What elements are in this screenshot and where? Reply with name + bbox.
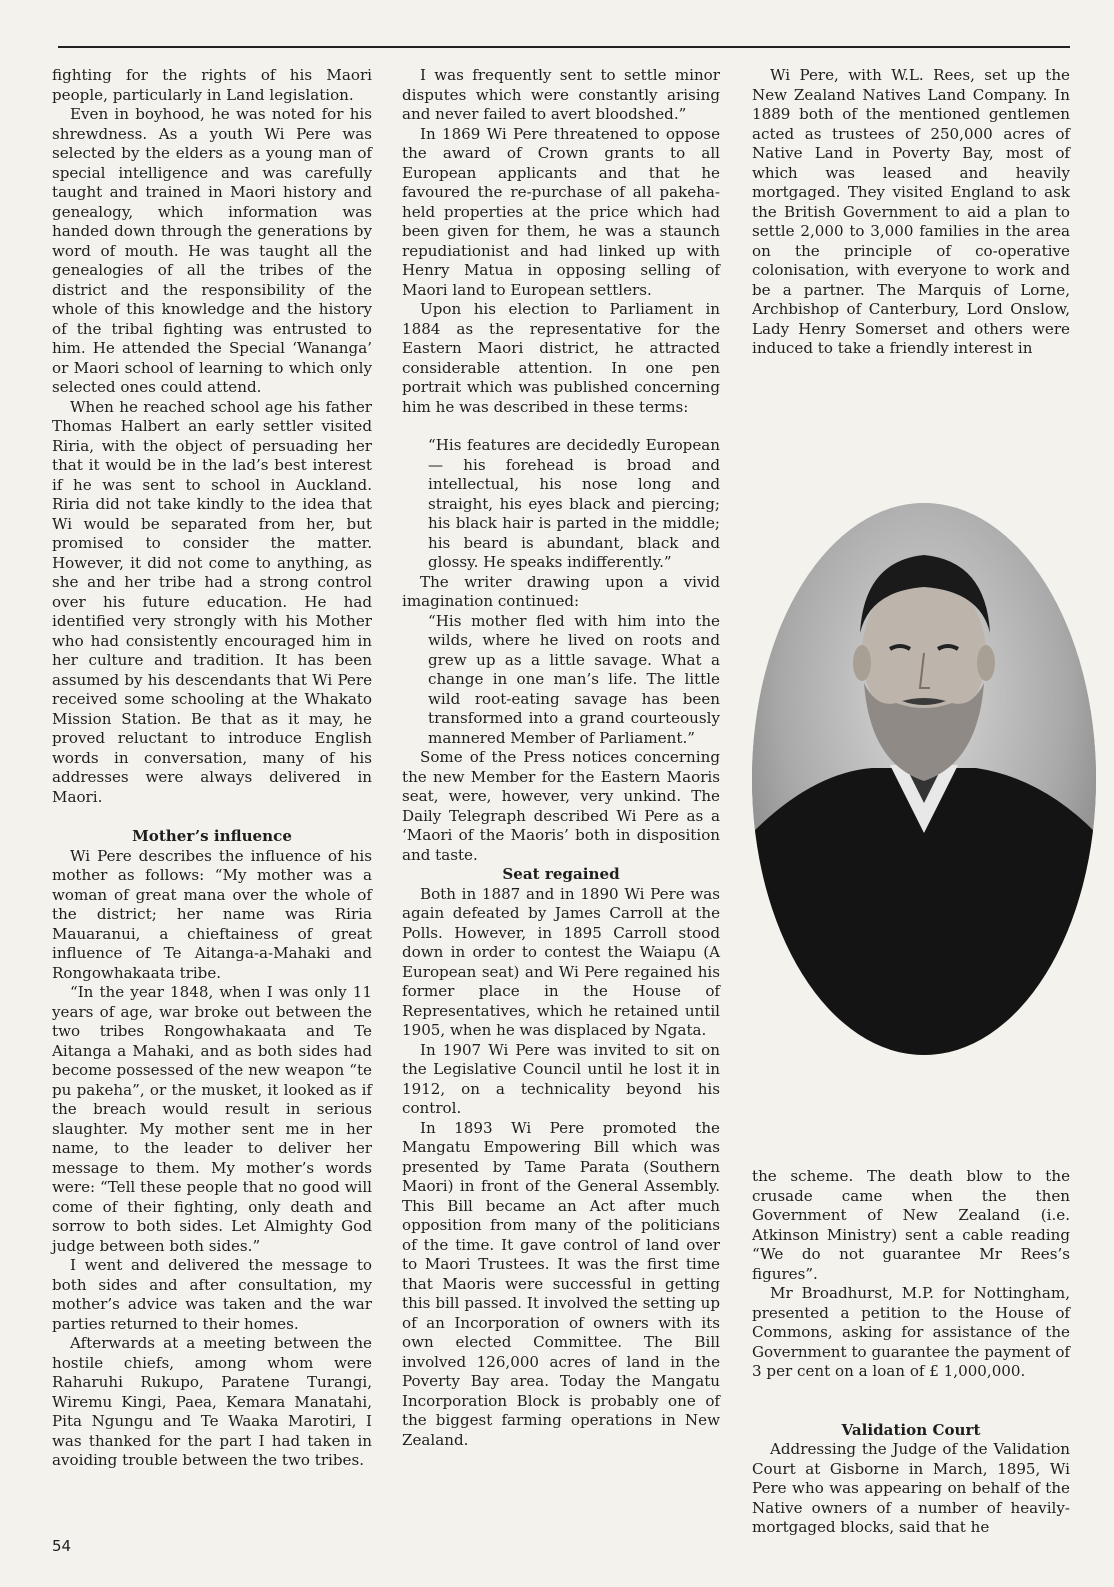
section-heading-validation-court: Validation Court — [841, 1420, 981, 1439]
paragraph: I went and delivered the message to both sides and after consultation, my mother’s advice was taken and the war parties returned to their homes. — [52, 1256, 372, 1333]
paragraph: Wi Pere, with W.L. Rees, set up the New Zealand Natives Land Company. In 1889 both of the mentioned gentlemen acted as trustees of 250,000 acres of Native Land in Poverty Bay, most of which was leased and heavily mortgaged. They visited England to ask the British Government to aid a plan to settle 2,000 to 3,000 families in the area on the principle of co-operative colonisation, with everyone to work and be a partner. The Marquis of Lorne, Archbishop of Canterbury, Lord Onslow, Lady Henry Somerset and others were induced to take a friendly interest in — [752, 66, 1070, 357]
column-1 — [52, 66, 372, 1471]
paragraph: In 1869 Wi Pere threatened to oppose the award of Crown grants to all European applicants and that he favoured the re-purchase of all pakeha-held properties at the price which had been given for them, he was a staunch repudiationist and had linked up with Henry Matua in opposing selling of Maori land to European settlers. — [402, 124, 720, 299]
block-quote: “His features are decidedly European — his forehead is broad and intellectual, his nose long and straight, his eyes black and piercing; his black hair is parted in the middle; his beard is abundant, black and glossy. He speaks indifferently.” — [428, 436, 720, 571]
paragraph: Afterwards at a meeting between the hostile chiefs, among whom were Raharuhi Rukupo, Paratene Turangi, Wiremu Kingi, Paea, Kemara Manatahi, Pita Ngungu and Te Waaka Marotiri, I was thanked for the part I had taken in avoiding trouble between the two tribes. — [52, 1334, 372, 1469]
paragraph: When he reached school age his father Thomas Halbert an early settler visited Riria, with the object of persuading her that it would be in the lad’s best interest if he was sent to school in Auckland. Riria did not take kindly to the idea that Wi would be separated from her, but promised to consider the matter. However, it did not come to anything, as she and her tribe had a strong control over his future education. He had identified very strongly with his Mother who had consistently encouraged him in her culture and tradition. It has been assumed by his descendants that Wi Pere received some schooling at the Whakato Mission Station. Be that as it may, he proved reluctant to introduce English words in conversation, many of his addresses were always delivered in Maori. — [52, 397, 372, 806]
paragraph: In 1893 Wi Pere promoted the Mangatu Empowering Bill which was presented by Tame Parata (Southern Maori) in front of the General Assembly. This Bill became an Act after much opposition from many of the politicians of the time. It gave control of land over to Maori Trustees. It was the first time that Maoris were successful in getting this bill passed. It involved the setting up of an Incorporation of owners with its own elected Committee. The Bill involved 126,000 acres of land in the Poverty Bay area. Today the Mangatu Incorporation Block is probably one of the biggest farming operations in New Zealand. — [402, 1118, 720, 1449]
paragraph: Upon his election to Parliament in 1884 as the representative for the Eastern Maori district, he attracted considerable attention. In one pen portrait which was published concerning him he was described in these terms: — [402, 300, 720, 416]
section-heading-seat-regained: Seat regained — [502, 865, 620, 883]
block-quote: “His mother fled with him into the wilds, where he lived on roots and grew up as a little savage. What a change in one man’s life. The little wild root-eating savage has been transformed into a grand courteously mannered Member of Parliament.” — [428, 611, 720, 747]
paragraph: In 1907 Wi Pere was invited to sit on the Legislative Council until he lost it in 1912, on a technicality beyond his control. — [402, 1040, 720, 1117]
paragraph: Some of the Press notices concerning the new Member for the Eastern Maoris seat, were, however, very unkind. The Daily Telegraph described Wi Pere as a ‘Maori of the Maoris’ both in disposition and taste. — [402, 748, 720, 864]
section-heading-mothers-influence: Mother’s influence — [132, 827, 292, 845]
paragraph: fighting for the rights of his Maori people, particularly in Land legislation. — [52, 66, 372, 104]
paragraph: The writer drawing upon a vivid imagination continued: — [402, 572, 720, 610]
paragraph: Mr Broadhurst, M.P. for Nottingham, presented a petition to the House of Commons, asking for assistance of the Government to guarantee the payment of 3 per cent on a loan of £ 1,000,000. — [752, 1284, 1070, 1380]
paragraph: Wi Pere describes the influence of his mother as follows: “My mother was a woman of great mana over the whole of the district; her name was Riria Mauaranui, a chieftainess of great influence of Te Aitanga-a-Mahaki and Rongowhakaata tribe. — [52, 846, 372, 982]
paragraph: “In the year 1848, when I was only 11 years of age, war broke out between the two tribes Rongowhakaata and Te Aitanga a Mahaki, and as both sides had become possessed of the new weapon “te pu pakeha”, or the musket, it looked as if the breach would result in serious slaughter. My mother sent me in her name, to the leader to deliver her message to them. My mother’s words were: “Tell these people that no good will come of their fighting, only death and sorrow to both sides. Let Almighty God judge between both sides.” — [52, 983, 372, 1255]
paragraph: Addressing the Judge of the Validation Court at Gisborne in March, 1895, Wi Pere who was appearing on behalf of the Native owners of a number of heavily-mortgaged blocks, said that he — [752, 1440, 1070, 1536]
page-number: 54 — [52, 1537, 72, 1555]
column-3-bottom — [752, 1167, 1070, 1538]
column-2 — [402, 66, 720, 1450]
paragraph: I was frequently sent to settle minor disputes which were constantly arising and never failed to avert bloodshed.” — [402, 66, 720, 123]
paragraph: Even in boyhood, he was noted for his shrewdness. As a youth Wi Pere was selected by the elders as a young man of special intelligence and was carefully taught and trained in Maori history and genealogy, which information was handed down through the generations by word of mouth. He was taught all the genealogies of all the tribes of the district and the responsibility of the whole of this knowledge and the history of the tribal fighting was entrusted to him. He attended the Special ‘Wananga’ or Maori school of learning to which only selected ones could attend. — [52, 105, 372, 396]
top-rule — [58, 46, 1070, 48]
paragraph: the scheme. The death blow to the crusade came when the then Government of New Zealand (i.e. Atkinson Ministry) sent a cable reading “We do not guarantee Mr Rees’s figures”. — [752, 1167, 1070, 1283]
portrait-photo — [752, 503, 1096, 1055]
paragraph: Both in 1887 and in 1890 Wi Pere was again defeated by James Carroll at the Polls. However, in 1895 Carroll stood down in order to contest the Waiapu (A European seat) and Wi Pere regained his former place in the House of Representatives, which he retained until 1905, when he was displaced by Ngata. — [402, 884, 720, 1039]
column-3-top — [752, 66, 1070, 359]
